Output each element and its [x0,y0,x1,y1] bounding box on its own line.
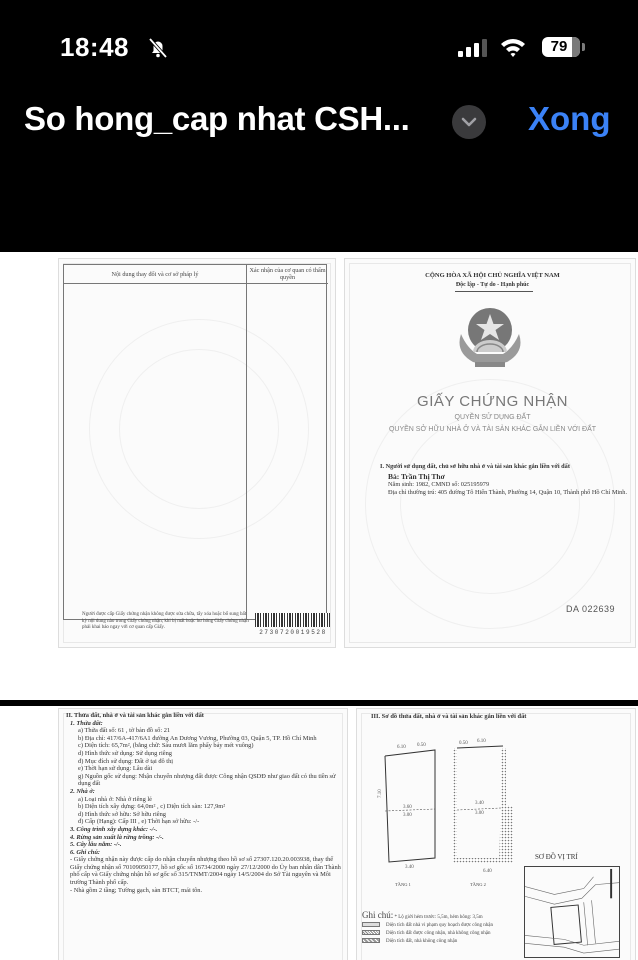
location-map [524,866,620,958]
perennial-item: 5. Cây lâu năm: -/-. [70,841,122,849]
svg-text:0.50: 0.50 [459,741,468,746]
owner-section [380,463,630,497]
legend-swatch-gray [362,922,380,927]
battery-indicator [542,37,580,57]
barcode [255,613,330,627]
certificate-title: GIẤY CHỨNG NHẬN [417,393,568,410]
certificate-subtitle-1: QUYỀN SỬ DỤNG ĐẤT [454,414,531,421]
floor-plan-sketch [375,734,525,874]
house-heading: 2. Nhà ở: [70,787,95,795]
owner-name: Bà: Trần Thị Thơ [388,472,445,481]
status-bar [0,0,638,95]
house-item: a) Loại nhà ở: Nhà ở riêng lẻ [78,795,153,803]
wifi-icon [500,36,526,58]
land-item: g) Nguồn gốc sử dụng: Nhận chuyển nhượng đất được Công nhận QSDĐ như giao đất có thu tiền sử dụng đất [78,772,336,788]
national-emblem-icon [451,300,529,372]
battery-tip [582,43,585,51]
svg-text:6.40: 6.40 [483,869,492,874]
document-page-1 [0,252,638,700]
legend-item: Diện tích đất được công nhận, nhà không công nhận [386,931,491,936]
done-button[interactable]: Xong [528,100,611,137]
svg-text:3.40: 3.40 [475,801,484,806]
certificate-number: DA 022639 [566,604,616,614]
land-item: e) Thời hạn sử dụng: Lâu dài [78,765,153,773]
note-item: - Giấy chứng nhận này được cấp do nhận chuyển nhượng theo hồ sơ số 27307.120.20.003938, thay thế Giấy chứng nhận số 70109050177, hồ sơ gốc số 16734/2000 ngày 27/12/2000 do Ủy ban nhân dân Thành phố cấp và Giấy chứng nhận hồ sơ gốc số 315/TNMT/2004 ngày 14/5/2004 do Sở Tài nguyên và Môi trường Thành phố cấp. [70,856,341,887]
section2-heading: II. Thửa đất, nhà ở và tài sản khác gắn liền với đất [66,712,204,719]
barcode-number: 2730720019528 [259,629,327,636]
legend [362,911,493,946]
section3-heading: III. Sơ đồ thửa đất, nhà ở và tài sản khác gắn liền với đất [371,713,527,720]
land-item: a) Thửa đất số: 61 , tờ bản đồ số: 21 [78,727,171,735]
svg-text:7.10: 7.10 [378,789,383,798]
svg-text:6.10: 6.10 [477,739,486,744]
certificate-subtitle-2: QUYỀN SỞ HỮU NHÀ Ở VÀ TÀI SẢN KHÁC GẮN LIỀN VỚI ĐẤT [388,426,597,433]
status-time: 18:48 [60,32,129,62]
bell-slash-icon [146,36,170,60]
svg-text:0.50: 0.50 [417,743,426,748]
legend-note: * Lộ giới hẻm trước: 5,5m, hẻm hông: 3,5m [394,915,483,920]
changes-column-header: Nội dung thay đổi và cơ sở pháp lý [64,265,246,284]
other-construction: 3. Công trình xây dựng khác: -/-. [70,825,158,833]
notes-heading: 6. Ghi chú: [70,848,101,856]
svg-text:6.10: 6.10 [397,745,406,750]
republic-heading: CỘNG HÒA XÃ HỘI CHỦ NGHĨA VIỆT NAM [425,272,560,279]
warning-note: Người được cấp Giấy chứng nhận không được sửa chữa, tẩy xóa hoặc bổ sung bất kỳ nội dung nào trong Giấy chứng nhận; khi bị mất hoặc hư hỏng Giấy chứng nhận phải khai báo ngay với cơ quan cấp Giấy. [82,612,249,630]
battery-level: 79 [550,38,568,55]
legend-swatch-hatched [362,930,380,935]
legend-item: Diện tích đất nhà vi phạm quy hoạch được công nhận [386,923,493,928]
document-title: So hong_cap nhat CSH... [24,100,410,137]
svg-text:3.60: 3.60 [403,805,412,810]
chevron-down-icon [461,117,477,127]
floor-1-label: TẦNG 1 [395,882,411,887]
owner-address: Địa chỉ thường trú: 405 đường Tô Hiến Thành, Phường 14, Quận 10, Thành phố Hồ Chí Minh. [388,489,628,496]
cellular-signal-icon [456,38,492,58]
owner-section-heading: I. Người sử dụng đất, chủ sở hữu nhà ở và tài sản khác gắn liền với đất [380,463,570,470]
legend-title: Ghi chú: [362,910,394,920]
title-menu-button[interactable] [452,105,486,139]
svg-text:3.00: 3.00 [475,811,484,816]
forest-item: 4. Rừng sản xuất là rừng trồng: -/-. [70,833,164,841]
changes-table [63,264,327,620]
land-item: đ) Mục đích sử dụng: Đất ở tại đô thị [78,757,174,765]
national-motto: Độc lập - Tự do - Hạnh phúc [455,282,530,288]
document-page-2 [0,706,638,960]
house-item: d) Hình thức sở hữu: Sở hữu riêng [78,810,166,818]
svg-text:3.00: 3.00 [403,813,412,818]
owner-birth-id: Năm sinh: 1982, CMND số: 025195979 [388,481,490,488]
floor-2-label: TẦNG 2 [470,882,486,887]
land-item: b) Địa chỉ: 417/6A-417/6A1 đường An Dương Vương, Phường 03, Quận 5, TP. Hồ Chí Minh [78,734,317,742]
house-item: b) Diện tích xây dựng: 64,0m² , c) Diện tích sàn: 127,9m² [78,803,226,811]
note-item: - Nhà gồm 2 tầng; Tường gạch, sàn BTCT, mái tôn. [70,886,203,894]
land-item: d) Hình thức sử dụng: Sử dụng riêng [78,749,172,757]
svg-text:3.40: 3.40 [405,865,414,870]
site-map-title: SƠ ĐỒ VỊ TRÍ [535,853,578,861]
legend-item: Diện tích đất, nhà không công nhận [386,939,458,944]
land-heading: 1. Thửa đất: [70,719,103,727]
land-item: c) Diện tích: 65,7m², (bằng chữ: Sáu mươi lăm phẩy bảy mét vuông) [78,742,254,750]
house-item: đ) Cấp (Hạng): Cấp III , e) Thời hạn sở hữu: -/- [78,818,200,826]
legend-swatch-crosshatched [362,938,380,943]
land-house-section [66,712,346,894]
confirmation-column-header: Xác nhận của cơ quan có thẩm quyền [246,265,328,284]
